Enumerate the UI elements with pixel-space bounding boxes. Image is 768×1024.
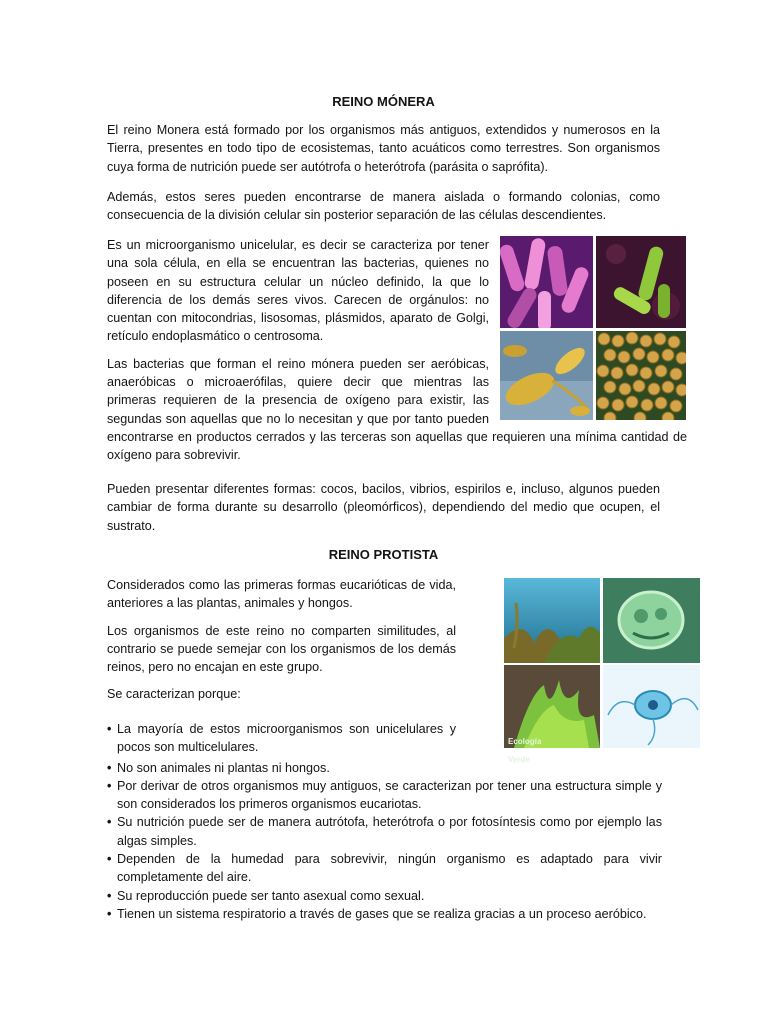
- monera-paragraph-3: Es un microorganismo unicelular, es decir se caracteriza por tener una sola célula, en ella se encuentran las bacterias, quienes no poseen en su estructura celular un núcleo definido, la que lo diferencia de los demás seres vivos. Carecen de orgánulos: no cuentan con mitocondrias, lisosomas, plásmidos, aparato de Golgi, retículo endoplasmático o centrosoma.: [107, 238, 489, 344]
- protista-paragraph-3: Se caracterizan porque:: [107, 687, 241, 702]
- protista-characteristics-list: [107, 720, 662, 923]
- list-item: • Tienen un sistema respiratorio a través de gases que se realiza gracias a un proceso aeróbico.: [107, 905, 662, 923]
- list-item: • Dependen de la humedad para sobrevivir, ningún organismo es adaptado para vivir completamente del aire.: [107, 850, 662, 887]
- list-item: • Su reproducción puede ser tanto asexual como sexual.: [107, 887, 662, 905]
- monera-title: REINO MÓNERA: [332, 94, 435, 109]
- list-item: • Por derivar de otros organismos muy antiguos, se caracterizan por tener una estructura simple y son considerados los primeros organismos eucariotas.: [107, 777, 662, 814]
- protista-title: REINO PROTISTA: [328, 547, 439, 562]
- bacteria-photo-bacillus-green: [596, 236, 686, 328]
- protista-photo-paramecium: [603, 578, 700, 663]
- bacteria-photo-rods-purple: [500, 236, 593, 328]
- watermark-text: Ecología Verde: [508, 737, 542, 764]
- list-item: • No son animales ni plantas ni hongos.: [107, 759, 662, 777]
- monera-paragraph-1: El reino Monera está formado por los organismos más antiguos, extendidos y numerosos en la Tierra, presentes en todo tipo de ecosistemas, tanto acuáticos como terrestres. Son organismos cuya forma de nutrición puede ser autótrofa o heterótrofa (parásita o saprófita).: [107, 123, 660, 174]
- protista-photo-seaweed: [504, 578, 600, 663]
- monera-paragraph-2: Además, estos seres pueden encontrarse de manera aislada o formando colonias, como consecuencia de la división celular sin posterior separación de las células descendientes.: [107, 190, 660, 223]
- list-item: • Su nutrición puede ser de manera autrótofa, heterótrofa o por fotosíntesis como por ejemplo las algas simples.: [107, 813, 662, 850]
- monera-paragraph-4: Las bacterias que forman el reino mónera pueden ser aeróbicas, anaeróbicas o microaerófilas, quiere decir que mientras las primeras requieren de la presencia de oxígeno para existir, las segundas son aquellas que no lo necesitan y que por tanto pueden encontrarse en productos cerrados y las terceras son aquellas que requieren una mínima cantidad de oxígeno para sobrevivir.: [107, 356, 687, 463]
- monera-paragraph-5: Pueden presentar diferentes formas: cocos, bacilos, vibrios, espirilos e, incluso, algunos pueden cambiar de forma durante su desarrollo (pleomórficos), dependiendo del medio que ocupen, el sustrato.: [107, 482, 660, 533]
- protista-paragraph-1: Considerados como las primeras formas eucarióticas de vida, anteriores a las plantas, animales y hongos.: [107, 578, 456, 611]
- bacteria-photo-vibrio-yellow: [500, 331, 593, 420]
- bacteria-photo-cocci-colony: [596, 331, 686, 420]
- protista-paragraph-2: Los organismos de este reino no comparten similitudes, al contrario se puede semejar con los organismos de los demás reinos, pero no encajan en este grupo.: [107, 623, 456, 675]
- list-item: • La mayoría de estos microorganismos son unicelulares y pocos son multicelulares.: [107, 720, 662, 757]
